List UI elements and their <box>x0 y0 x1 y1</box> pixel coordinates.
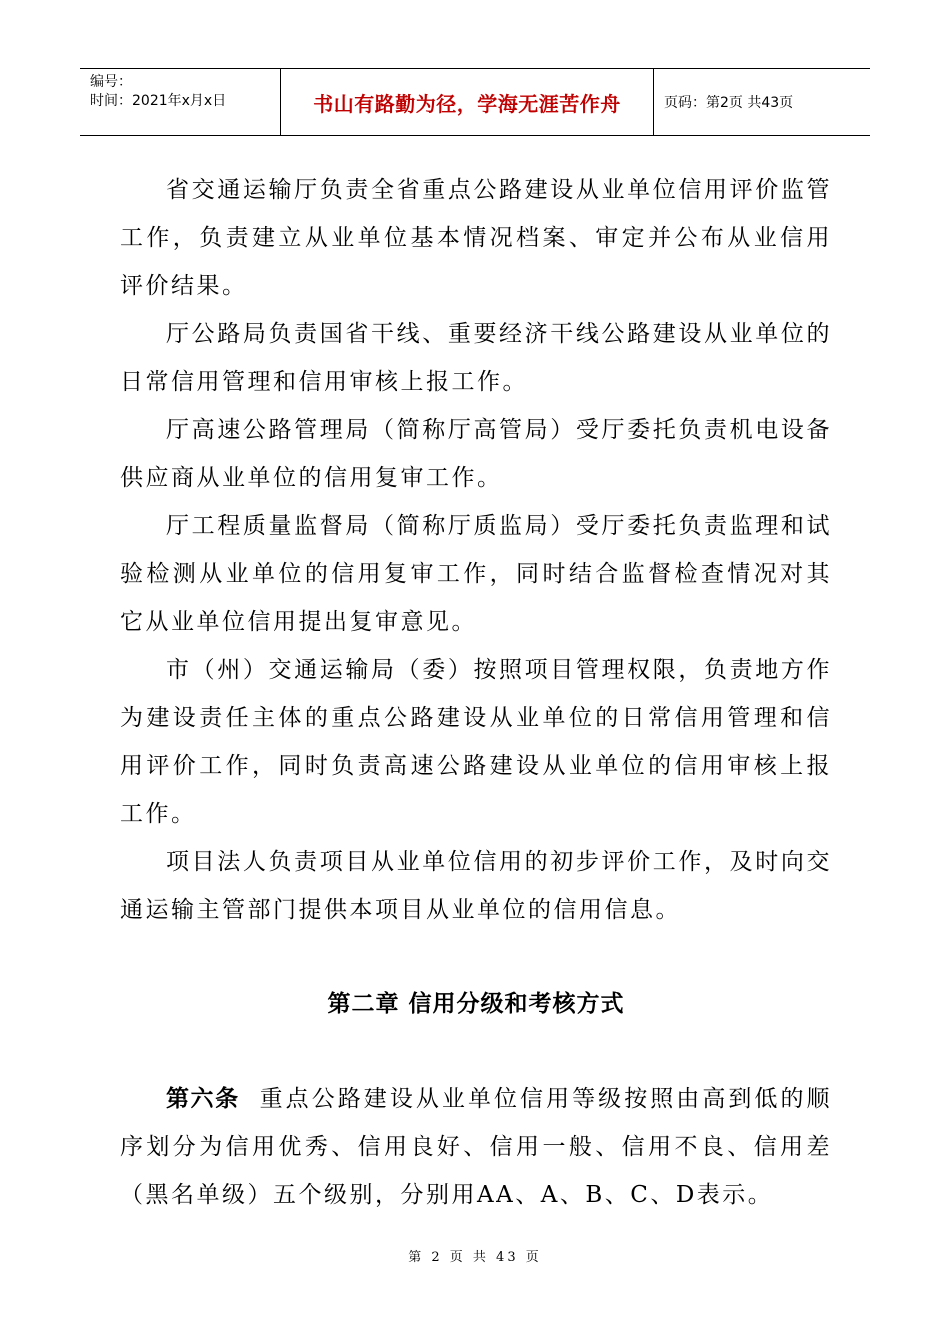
document-number-label: 编号： <box>90 74 132 90</box>
paragraph: 市（州）交通运输局（委）按照项目管理权限，负责地方作为建设责任主体的重点公路建设从业单位的日常信用管理和信用评价工作，同时负责高速公路建设从业单位的信用审核上报工作。 <box>120 657 832 827</box>
document-time-label: 时间：2021年x月x日 <box>90 93 227 109</box>
paragraph: 项目法人负责项目从业单位信用的初步评价工作，及时向交通运输主管部门提供本项目从业单位的信用信息。 <box>120 849 832 923</box>
body-text <box>120 166 832 934</box>
article-label: 第六条 <box>166 1086 240 1112</box>
paragraph: 厅工程质量监督局（简称厅质监局）受厅委托负责监理和试验检测从业单位的信用复审工作，同时结合监督检查情况对其它从业单位信用提出复审意见。 <box>120 513 832 635</box>
chapter-heading: 第二章 信用分级和考核方式 <box>327 991 625 1017</box>
paragraph: 厅公路局负责国省干线、重要经济干线公路建设从业单位的日常信用管理和信用审核上报工作。 <box>120 321 832 395</box>
article-block <box>120 1075 832 1219</box>
article-text: 重点公路建设从业单位信用等级按照由高到低的顺序划分为信用优秀、信用良好、信用一般、信用不良、信用差（黑名单级）五个级别，分别用AA、A、B、C、D表示。 <box>120 1086 832 1208</box>
paragraph: 省交通运输厅负责全省重点公路建设从业单位信用评价监管工作，负责建立从业单位基本情况档案、审定并公布从业信用评价结果。 <box>120 177 832 299</box>
paragraph: 厅高速公路管理局（简称厅高管局）受厅委托负责机电设备供应商从业单位的信用复审工作。 <box>120 417 832 491</box>
page-footer: 第 2 页 共 43 页 <box>408 1250 542 1265</box>
header-meta-cell <box>80 69 281 135</box>
header-page-info: 页码：第2页 共43页 <box>664 95 794 111</box>
header-motto: 书山有路勤为径，学海无涯苦作舟 <box>281 69 654 135</box>
article-paragraph <box>120 1075 832 1219</box>
page-header <box>80 68 870 136</box>
